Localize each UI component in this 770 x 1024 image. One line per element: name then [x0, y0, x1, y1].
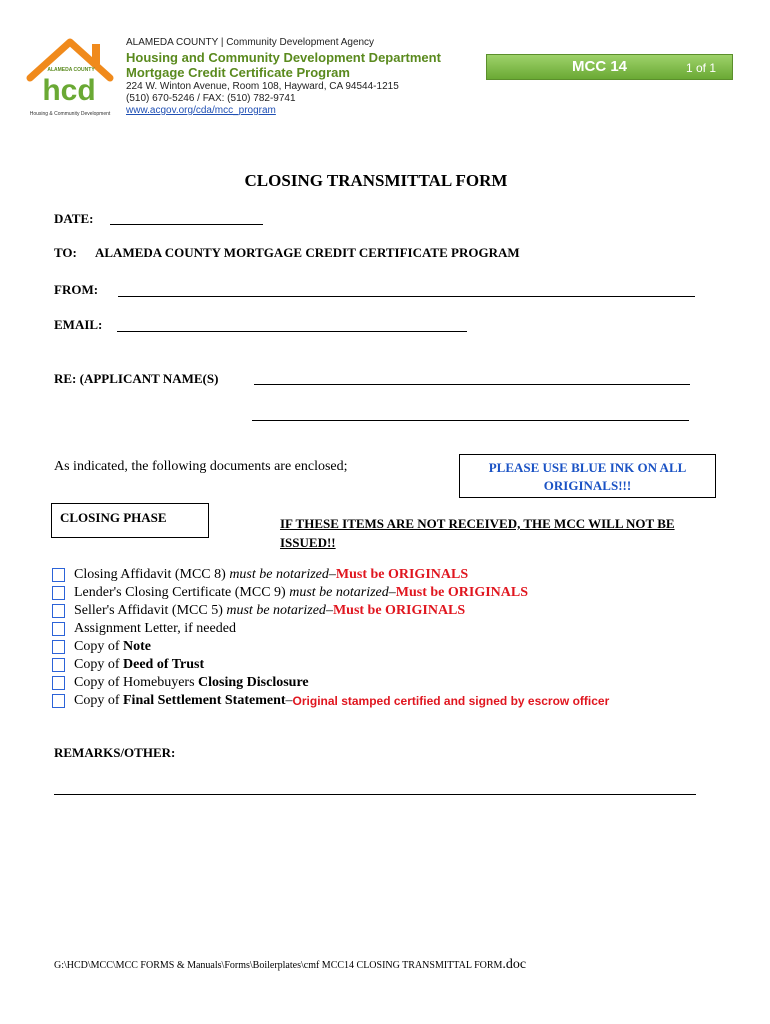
address: 224 W. Winton Avenue, Room 108, Hayward, CA 94544-1215: [126, 81, 399, 92]
website-link[interactable]: www.acgov.org/cda/mcc_program: [126, 105, 276, 116]
date-field[interactable]: [110, 224, 263, 225]
applicant-label: RE: (APPLICANT NAME(S): [54, 371, 219, 386]
applicant-field-2[interactable]: [252, 420, 689, 421]
remarks-field[interactable]: [54, 794, 696, 795]
checkbox[interactable]: [52, 622, 65, 636]
checkbox[interactable]: [52, 694, 65, 708]
form-code: MCC 14: [572, 58, 628, 75]
phone-fax: (510) 670-5246 / FAX: (510) 782-9741: [126, 93, 296, 104]
not-issued-warning: IF THESE ITEMS ARE NOT RECEIVED, THE MCC WILL NOT BE ISSUED!!: [280, 516, 675, 550]
enclosed-text: As indicated, the following documents are enclosed;: [54, 459, 348, 474]
form-title: CLOSING TRANSMITTAL FORM: [244, 171, 508, 190]
to-label: TO:: [54, 245, 77, 260]
checklist-item: Copy of Note: [52, 638, 609, 656]
checklist-item: Copy of Deed of Trust: [52, 656, 609, 674]
contact-info: [126, 81, 399, 105]
closing-phase-box: CLOSING PHASE: [51, 503, 209, 538]
checkbox[interactable]: [52, 676, 65, 690]
remarks-label: REMARKS/OTHER:: [54, 745, 176, 760]
blue-ink-notice: PLEASE USE BLUE INK ON ALL ORIGINALS!!!: [459, 454, 716, 498]
page-number: 1 of 1: [686, 61, 717, 75]
dept-line-2: Mortgage Credit Certificate Program: [126, 65, 350, 80]
checklist-item: Copy of Final Settlement Statement – Original stamped certified and signed by escrow officer: [52, 692, 609, 710]
email-field[interactable]: [117, 331, 467, 332]
hcd-logo: [24, 36, 116, 120]
checklist-item: Seller's Affidavit (MCC 5) must be notarized – Must be ORIGINALS: [52, 602, 609, 620]
checkbox[interactable]: [52, 658, 65, 672]
file-path-footer: [54, 957, 526, 973]
checklist-item: Copy of Homebuyers Closing Disclosure: [52, 674, 609, 692]
from-label: FROM:: [54, 282, 99, 297]
logo-main-text: hcd: [42, 74, 96, 107]
to-value: ALAMEDA COUNTY MORTGAGE CREDIT CERTIFICATE PROGRAM: [95, 245, 520, 260]
agency-name: ALAMEDA COUNTY | Community Development Agency: [126, 37, 375, 48]
applicant-field-1[interactable]: [254, 384, 690, 385]
file-extension: .doc: [502, 957, 527, 972]
checklist-item: Closing Affidavit (MCC 8) must be notarized – Must be ORIGINALS: [52, 566, 609, 584]
from-field[interactable]: [118, 296, 695, 297]
document-checklist: [52, 566, 609, 710]
department-name: [126, 50, 441, 80]
logo-sub-text: Housing & Community Development: [29, 111, 111, 117]
dept-line-1: Housing and Community Development Department: [126, 50, 441, 65]
email-label: EMAIL:: [54, 317, 103, 332]
checkbox[interactable]: [52, 604, 65, 618]
checklist-item: Assignment Letter, if needed: [52, 620, 609, 638]
file-path: G:\HCD\MCC\MCC FORMS & Manuals\Forms\Boilerplates\cmf MCC14 CLOSING TRANSMITTAL FORM: [54, 960, 503, 971]
date-label: DATE:: [54, 211, 94, 226]
checkbox[interactable]: [52, 586, 65, 600]
checklist-item: Lender's Closing Certificate (MCC 9) must be notarized – Must be ORIGINALS: [52, 584, 609, 602]
logo-top-text: ALAMEDA COUNTY: [47, 67, 95, 73]
checkbox[interactable]: [52, 568, 65, 582]
checkbox[interactable]: [52, 640, 65, 654]
